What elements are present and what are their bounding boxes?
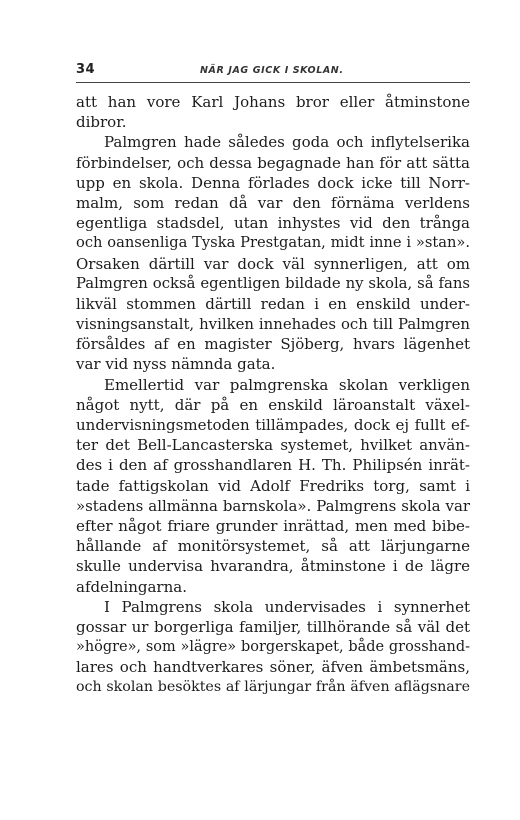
- text-line: Palmgren också egentligen bildade ny skola, så fans: [76, 274, 470, 292]
- text-line: att han vore Karl Johans bror eller åtminstone: [76, 93, 470, 111]
- text-line: förbindelser, och dessa begagnade han för att sätta: [76, 153, 470, 172]
- text-line: des i den af grosshandlaren H. Th. Philipsén inrät-: [76, 456, 470, 475]
- text-line: ter det Bell-Lancasterska systemet, hvilket använ-: [76, 436, 470, 455]
- text-line: skulle undervisa hvarandra, åtminstone i de lägre: [76, 557, 470, 576]
- running-title: NÄR JAG GICK I SKOLAN.: [200, 65, 344, 76]
- text-line: egentliga stadsdel, utan inhystes vid den trånga: [76, 214, 470, 233]
- text-line: Emellertid var palmgrenska skolan verkligen: [104, 375, 470, 394]
- text-line: dibror.: [76, 113, 127, 132]
- text-line: likväl stommen därtill redan i en enskild under-: [76, 294, 470, 313]
- text-line: och skolan besöktes af lärjungar från äfven aflägsnare: [76, 679, 470, 696]
- text-line: efter något friare grunder inrättad, men med bibe-: [76, 516, 470, 535]
- body-text: [76, 92, 470, 698]
- text-line: »högre», som »lägre» borgerskapet, både grosshand-: [76, 639, 470, 656]
- running-head: [76, 60, 468, 82]
- text-line: Orsaken därtill var dock väl synnerligen, att om: [76, 254, 470, 273]
- text-line: hållande af monitörsystemet, så att lärjungarne: [76, 537, 470, 556]
- text-line: försåldes af en magister Sjöberg, hvars lägenhet: [76, 335, 470, 354]
- text-line: lares och handtverkares söner, äfven ämbetsmäns,: [76, 658, 470, 677]
- text-line: afdelningarna.: [76, 577, 187, 596]
- text-line: upp en skola. Denna förlades dock icke till Norr-: [76, 173, 470, 192]
- text-line: något nytt, där på en enskild läroanstalt växel-: [76, 395, 470, 414]
- header-rule: [76, 82, 470, 83]
- text-line: och oansenliga Tyska Prestgatan, midt inne i »stan».: [76, 234, 470, 252]
- text-line: »stadens allmänna barnskola». Palmgrens skola var: [76, 496, 470, 515]
- text-line: undervisningsmetoden tillämpades, dock ej fullt ef-: [76, 416, 470, 434]
- text-line: var vid nyss nämnda gata.: [76, 355, 276, 374]
- text-line: visningsanstalt, hvilken innehades och till Palmgren: [76, 315, 470, 334]
- page-number: 34: [76, 62, 96, 77]
- text-line: I Palmgrens skola undervisades i synnerhet: [104, 597, 470, 616]
- text-line: Palmgren hade således goda och inflytelserika: [104, 133, 470, 152]
- text-line: tade fattigskolan vid Adolf Fredriks torg, samt i: [76, 476, 470, 495]
- text-line: malm, som redan då var den förnäma verldens: [76, 193, 470, 212]
- text-line: gossar ur borgerliga familjer, tillhörande så väl det: [76, 617, 470, 636]
